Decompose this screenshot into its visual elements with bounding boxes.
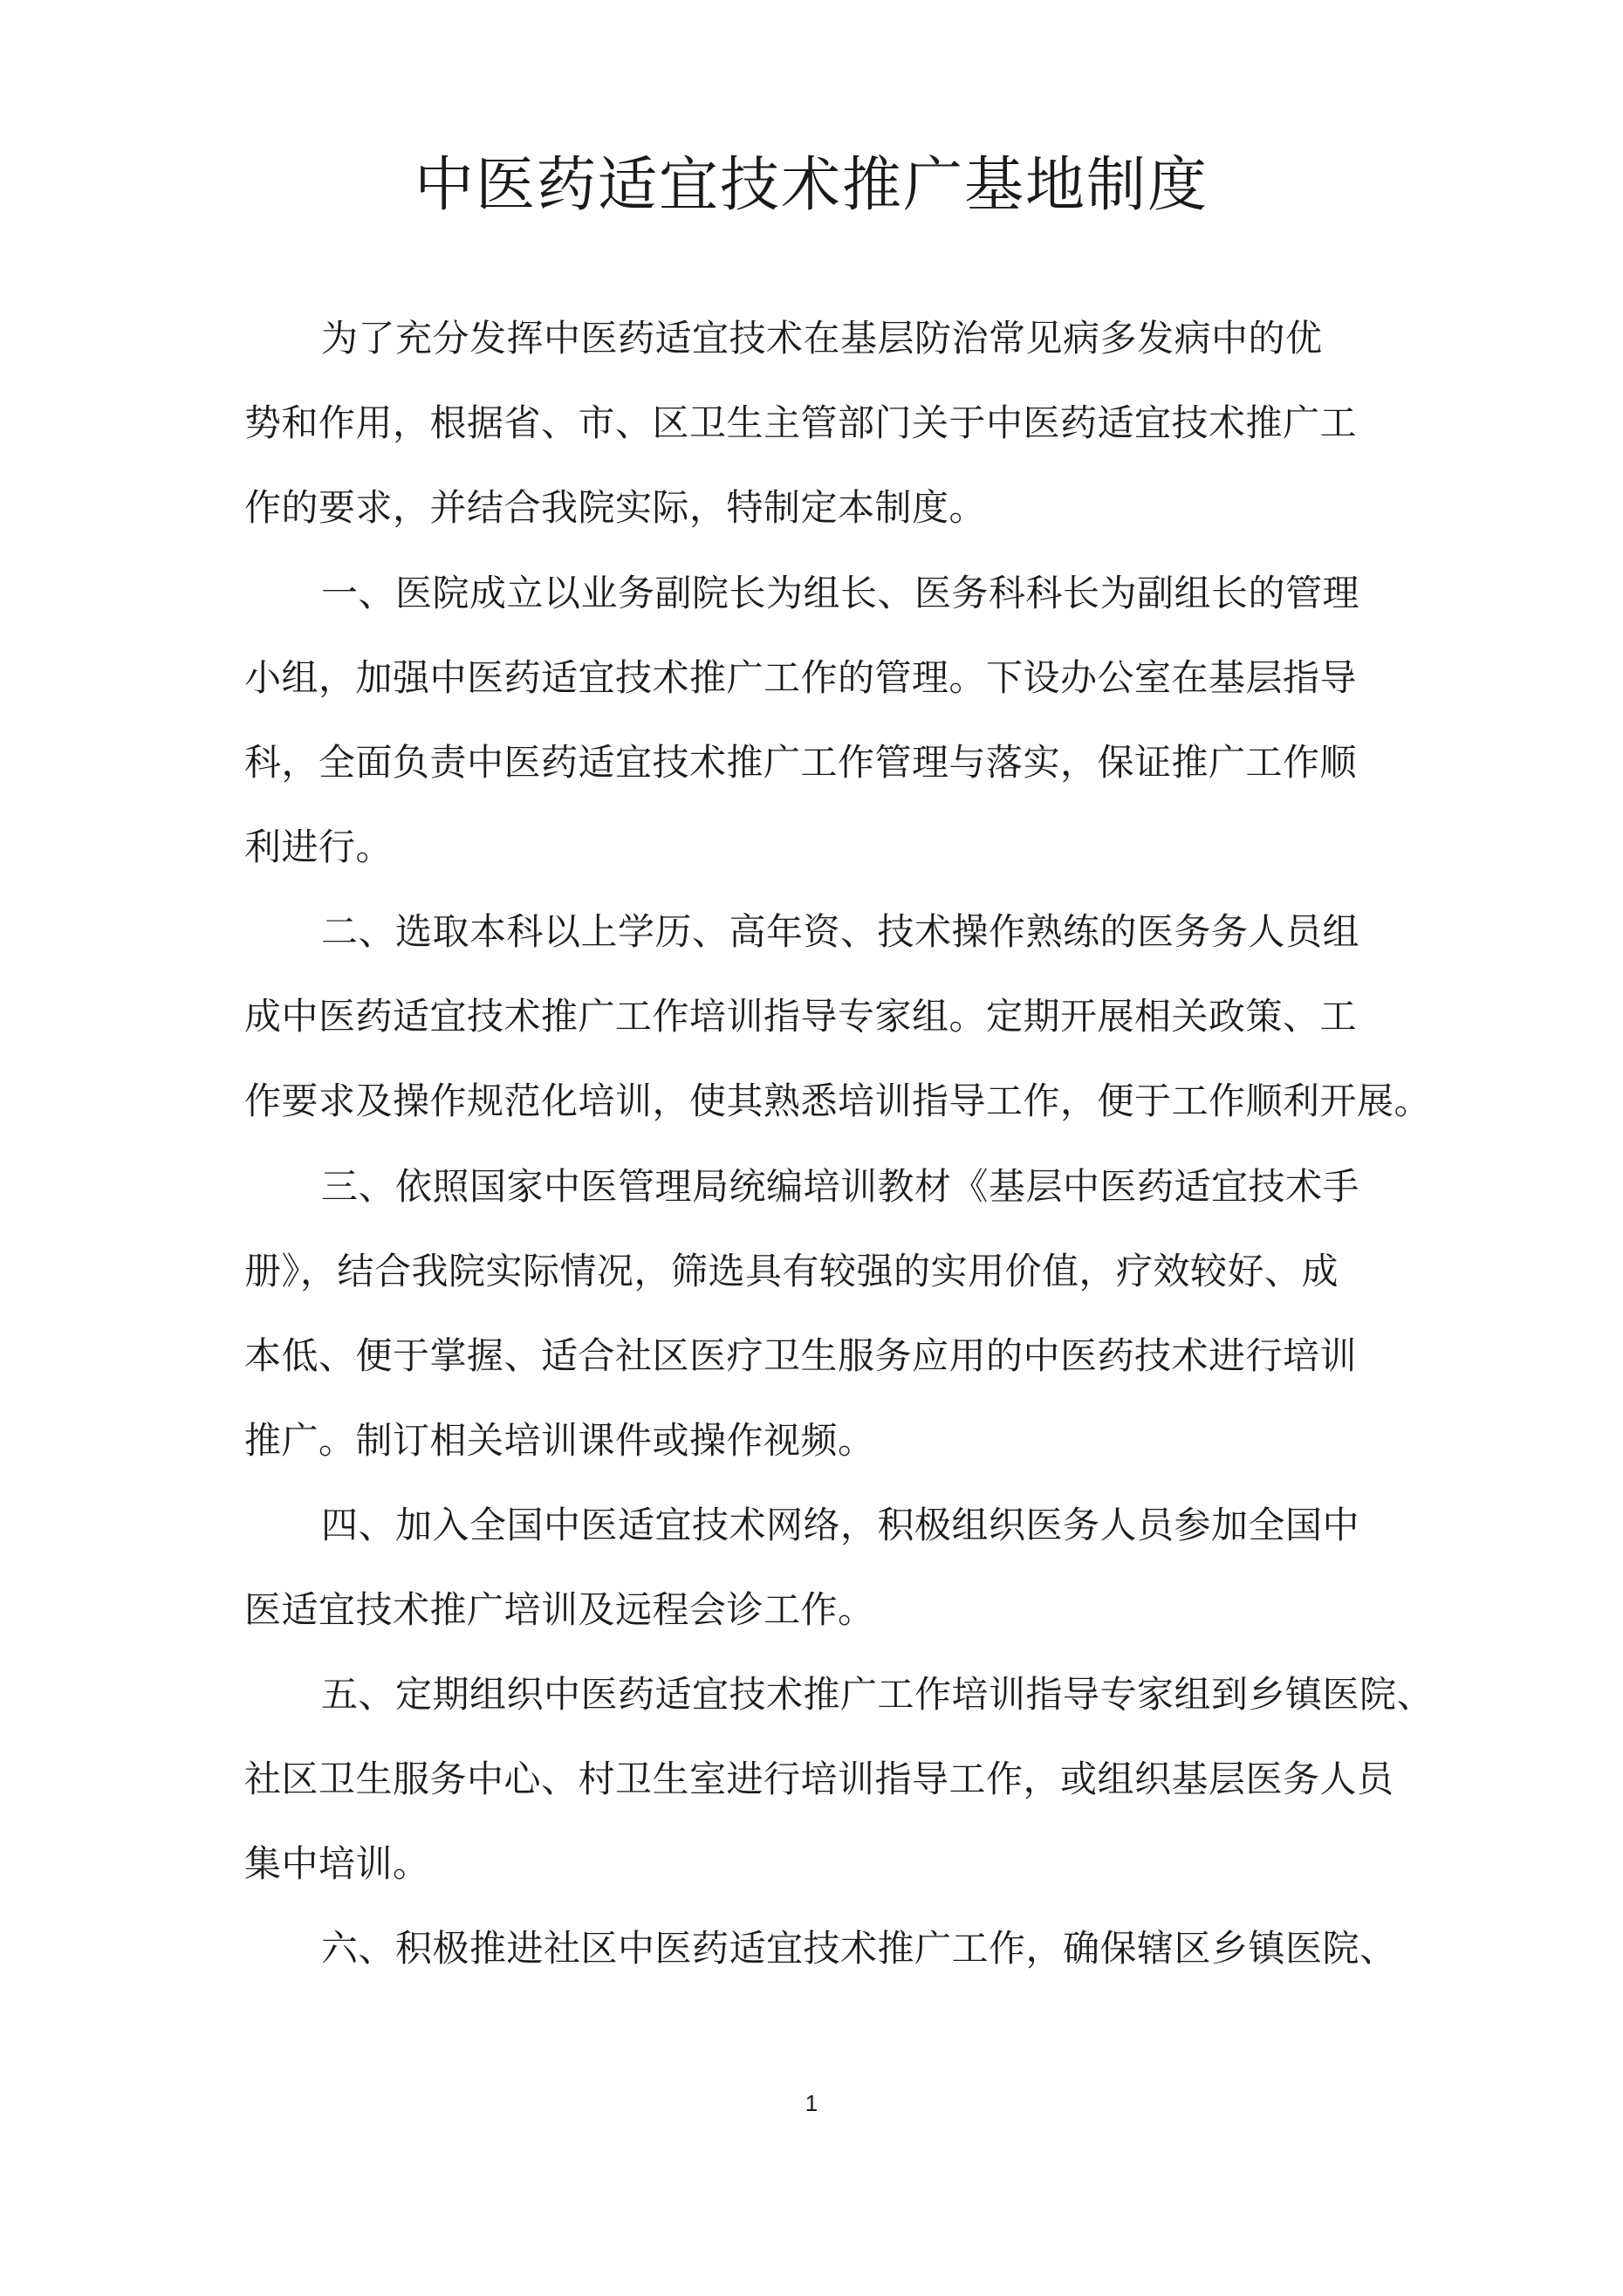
section-6-line-1: 六、积极推进社区中医药适宜技术推广工作，确保辖区乡镇医院、 bbox=[321, 1927, 1397, 1970]
section-4-line-2: 医适宜技术推广培训及远程会诊工作。 bbox=[244, 1588, 875, 1631]
section-1-line-1: 一、医院成立以业务副院长为组长、医务科科长为副组长的管理 bbox=[321, 572, 1360, 614]
page-number: 1 bbox=[805, 2090, 818, 2116]
section-1-line-3: 科，全面负责中医药适宜技术推广工作管理与落实，保证推广工作顺 bbox=[244, 741, 1358, 784]
section-5-line-1: 五、定期组织中医药适宜技术推广工作培训指导专家组到乡镇医院、 bbox=[321, 1673, 1435, 1716]
section-5-line-3: 集中培训。 bbox=[244, 1842, 430, 1885]
intro-line-1: 为了充分发挥中医药适宜技术在基层防治常见病多发病中的优 bbox=[321, 317, 1323, 360]
section-3-line-2: 册》，结合我院实际情况，筛选具有较强的实用价值，疗效较好、成 bbox=[244, 1250, 1339, 1292]
section-4-line-1: 四、加入全国中医适宜技术网络，积极组织医务人员参加全国中 bbox=[321, 1504, 1360, 1546]
section-1-line-2: 小组，加强中医药适宜技术推广工作的管理。下设办公室在基层指导 bbox=[244, 656, 1358, 699]
section-3-line-3: 本低、便于掌握、适合社区医疗卫生服务应用的中医药技术进行培训 bbox=[244, 1334, 1358, 1377]
intro-line-3: 作的要求，并结合我院实际，特制定本制度。 bbox=[244, 486, 987, 529]
section-3-line-4: 推广。制订相关培训课件或操作视频。 bbox=[244, 1419, 875, 1462]
section-3-line-1: 三、依照国家中医管理局统编培训教材《基层中医药适宜技术手 bbox=[321, 1165, 1360, 1208]
section-2-line-2: 成中医药适宜技术推广工作培训指导专家组。定期开展相关政策、工 bbox=[244, 995, 1358, 1038]
document-title: 中医药适宜技术推广基地制度 bbox=[414, 151, 1209, 220]
section-1-line-4: 利进行。 bbox=[244, 826, 394, 868]
section-5-line-2: 社区卫生服务中心、村卫生室进行培训指导工作，或组织基层医务人员 bbox=[244, 1758, 1394, 1800]
section-2-line-1: 二、选取本科以上学历、高年资、技术操作熟练的医务务人员组 bbox=[321, 910, 1360, 953]
intro-line-2: 势和作用，根据省、市、区卫生主管部门关于中医药适宜技术推广工 bbox=[244, 401, 1358, 444]
section-2-line-3: 作要求及操作规范化培训，使其熟悉培训指导工作，便于工作顺利开展。 bbox=[244, 1079, 1432, 1122]
